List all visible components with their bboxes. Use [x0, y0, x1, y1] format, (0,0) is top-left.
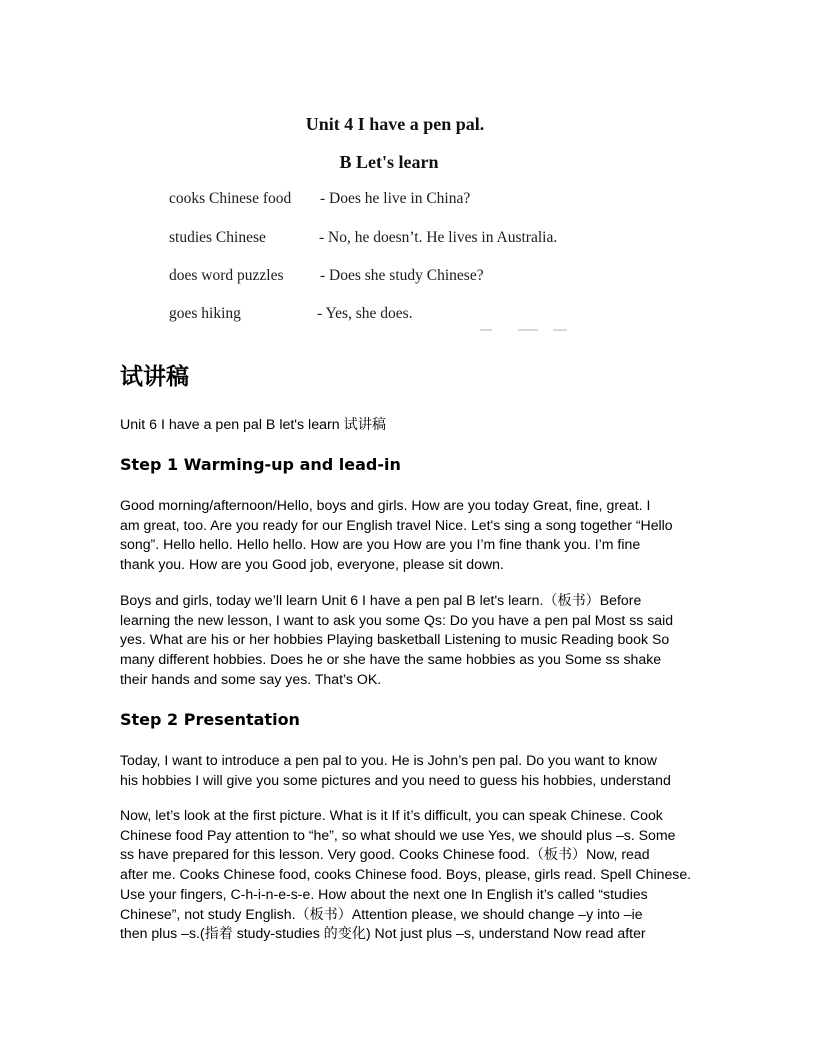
step1-paragraph-1: [120, 496, 704, 575]
text-line: ss have prepared for this lesson. Very good. Cooks Chinese food.（板书）Now, read: [120, 846, 650, 863]
text-line: learning the new lesson, I want to ask you some Qs: Do you have a pen pal Most ss said: [120, 611, 674, 628]
text-line: am great, too. Are you ready for our English travel Nice. Let's sing a song together “Hello: [120, 516, 673, 533]
scan-artifact: [480, 329, 492, 331]
scan-artifact: [518, 329, 538, 331]
text-line: then plus –s.(指着 study-studies 的变化) Not just plus –s, understand Now read after: [120, 925, 646, 942]
document-heading: 试讲稿: [120, 364, 189, 390]
vocab-sentence: - Does she study Chinese?: [320, 267, 484, 284]
text-line: their hands and some say yes. That’s OK.: [120, 670, 382, 687]
step1-heading: Step 1 Warming-up and lead-in: [120, 455, 401, 474]
step1-paragraph-2: [120, 591, 704, 690]
text-line: song”. Hello hello. Hello hello. How are you How are you I’m fine thank you. I’m fine: [120, 536, 641, 553]
vocab-sentence: - No, he doesn’t. He lives in Australia.: [319, 229, 558, 246]
vocab-sentence: - Yes, she does.: [317, 305, 413, 322]
vocab-sentence: - Does he live in China?: [320, 190, 471, 207]
step2-heading: Step 2 Presentation: [120, 710, 300, 729]
vocab-word: does word puzzles: [169, 267, 284, 284]
step2-paragraph-2: [120, 806, 704, 944]
text-line: Boys and girls, today we’ll learn Unit 6 I have a pen pal B let's learn.（板书）Before: [120, 592, 642, 608]
text-line: Today, I want to introduce a pen pal to you. He is John’s pen pal. Do you want to know: [120, 752, 657, 768]
vocab-word: studies Chinese: [169, 229, 266, 246]
text-line: Now, let’s look at the first picture. What is it If it’s difficult, you can speak Chinese. Cook: [120, 807, 663, 823]
text-line: many different hobbies. Does he or she have the same hobbies as you Some ss shake: [120, 651, 662, 668]
text-line: yes. What are his or her hobbies Playing basketball Listening to music Reading book So: [120, 631, 670, 648]
lesson-subtitle: B Let's learn: [339, 152, 439, 172]
text-line: Chinese”, not study English.（板书）Attention please, we should change –y into –ie: [120, 905, 643, 922]
lesson-header-image: [0, 100, 816, 340]
vocab-word: cooks Chinese food: [169, 190, 292, 207]
scan-artifact: [553, 329, 567, 331]
text-line: thank you. How are you Good job, everyone, please sit down.: [120, 556, 504, 573]
step2-paragraph-1: [120, 751, 704, 790]
text-line: Use your fingers, C-h-i-n-e-s-e. How about the next one In English it’s called “studies: [120, 885, 648, 902]
text-line: Good morning/afternoon/Hello, boys and girls. How are you today Great, fine, great. I: [120, 497, 651, 513]
vocab-word: goes hiking: [169, 305, 241, 322]
text-line: Chinese food Pay attention to “he”, so what should we use Yes, we should plus –s. Some: [120, 826, 676, 843]
text-line: after me. Cooks Chinese food, cooks Chinese food. Boys, please, girls read. Spell Chinese.: [120, 866, 692, 883]
text-line: his hobbies I will give you some pictures and you need to guess his hobbies, understand: [120, 771, 671, 788]
unit-title: Unit 4 I have a pen pal.: [305, 114, 485, 134]
document-subtitle: Unit 6 I have a pen pal B let's learn 试讲稿: [120, 417, 387, 433]
